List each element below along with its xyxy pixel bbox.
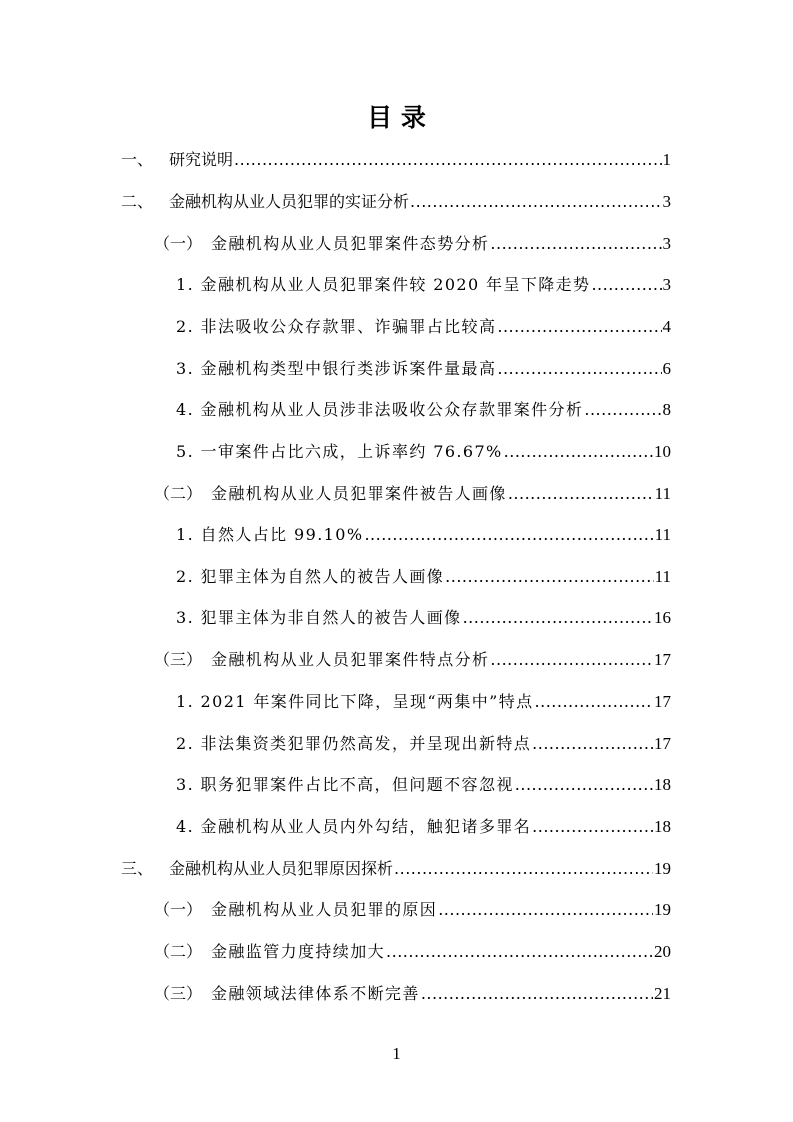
toc-entry-page: 21 xyxy=(654,984,671,1003)
dot-leader xyxy=(410,192,661,211)
toc-entry-level3[interactable] xyxy=(176,814,671,840)
toc-entry-level3[interactable] xyxy=(176,605,671,631)
toc-entry-number: （一） xyxy=(154,234,203,253)
toc-entry-text: 金融监管力度持续加大 xyxy=(211,942,386,961)
dot-leader xyxy=(584,400,661,419)
toc-entry-text: 2. 犯罪主体为自然人的被告人画像 xyxy=(176,567,445,586)
dot-leader xyxy=(445,567,653,586)
toc-entry-page: 3 xyxy=(662,234,671,253)
toc-entry-page: 1 xyxy=(662,150,671,169)
toc-entry-text: 5. 一审案件占比六成，上诉率约 76.67% xyxy=(176,442,503,461)
toc-entry-text: 1. 自然人占比 99.10% xyxy=(176,525,364,544)
dot-leader xyxy=(497,317,661,336)
toc-entry-level3[interactable] xyxy=(176,731,671,757)
dot-leader xyxy=(591,275,661,294)
toc-entry-text: 3. 职务犯罪案件占比不高，但问题不容忽视 xyxy=(176,775,514,794)
toc-entry-text: 金融机构从业人员犯罪案件特点分析 xyxy=(211,650,490,669)
toc-entry-text: 金融机构从业人员犯罪的实证分析 xyxy=(169,192,410,211)
dot-leader xyxy=(234,150,661,169)
toc-entry-text: 1. 2021 年案件同比下降，呈现“两集中”特点 xyxy=(176,692,534,711)
toc-entry-text: 3. 金融机构类型中银行类涉诉案件量最高 xyxy=(176,359,497,378)
toc-entry-page: 18 xyxy=(654,775,671,794)
toc-entry-level3[interactable] xyxy=(176,689,671,715)
toc-entry-text: 金融领域法律体系不断完善 xyxy=(211,984,420,1003)
toc-entry-level3[interactable] xyxy=(176,772,671,798)
toc-entry-level3[interactable] xyxy=(176,356,671,382)
dot-leader xyxy=(497,359,661,378)
toc-entry-text: 3. 犯罪主体为非自然人的被告人画像 xyxy=(176,608,462,627)
toc-entry-number: 二、 xyxy=(121,192,154,211)
dot-leader xyxy=(535,692,653,711)
toc-entry-level3[interactable] xyxy=(176,272,671,298)
toc-entry-page: 17 xyxy=(654,650,671,669)
toc-entry-text: 研究说明 xyxy=(169,150,234,169)
dot-leader xyxy=(386,942,653,961)
dot-leader xyxy=(490,650,653,669)
toc-entry-number: 三、 xyxy=(121,859,154,878)
toc-entry-page: 17 xyxy=(654,692,671,711)
toc-entry-page: 8 xyxy=(662,400,671,419)
toc-entry-level2[interactable] xyxy=(154,231,671,257)
toc-entry-number: （二） xyxy=(154,942,203,961)
toc-entry-level2[interactable] xyxy=(154,939,671,965)
toc-entry-level1[interactable] xyxy=(121,189,671,215)
toc-entry-page: 11 xyxy=(654,567,671,586)
toc-entry-text: 1. 金融机构从业人员犯罪案件较 2020 年呈下降走势 xyxy=(176,275,591,294)
dot-leader xyxy=(438,900,653,919)
toc-entry-level3[interactable] xyxy=(176,397,671,423)
dot-leader xyxy=(532,734,653,753)
dot-leader xyxy=(421,984,653,1003)
dot-leader xyxy=(394,859,653,878)
toc-entry-number: （三） xyxy=(154,650,203,669)
toc-entry-number: 一、 xyxy=(121,150,154,169)
dot-leader xyxy=(515,775,653,794)
toc-entry-text: 金融机构从业人员犯罪的原因 xyxy=(211,900,438,919)
toc-entry-level2[interactable] xyxy=(154,647,671,673)
page-number: 1 xyxy=(392,1044,401,1063)
toc-entry-text: 2. 非法集资类犯罪仍然高发，并呈现出新特点 xyxy=(176,734,532,753)
dot-leader xyxy=(508,484,654,503)
toc-entry-page: 6 xyxy=(662,359,671,378)
page-title: 目 录 xyxy=(367,103,426,132)
toc-entry-page: 20 xyxy=(654,942,671,961)
dot-leader xyxy=(532,817,653,836)
toc-entry-page: 11 xyxy=(654,484,671,503)
toc-entry-text: 4. 金融机构从业人员内外勾结，触犯诸多罪名 xyxy=(176,817,532,836)
toc-entry-page: 19 xyxy=(654,859,671,878)
toc-entry-level2[interactable] xyxy=(154,481,671,507)
toc-entry-page: 10 xyxy=(654,442,671,461)
toc-entry-number: （二） xyxy=(154,484,203,503)
toc-entry-page: 3 xyxy=(662,275,671,294)
toc-entry-text: 4. 金融机构从业人员涉非法吸收公众存款罪案件分析 xyxy=(176,400,584,419)
dot-leader xyxy=(463,608,653,627)
toc-entry-page: 19 xyxy=(654,900,671,919)
toc-entry-page: 18 xyxy=(654,817,671,836)
toc-entry-level3[interactable] xyxy=(176,564,671,590)
toc-entry-text: 金融机构从业人员犯罪原因探析 xyxy=(169,859,394,878)
dot-leader xyxy=(364,525,653,544)
toc-entry-number: （一） xyxy=(154,900,203,919)
toc-entry-page: 17 xyxy=(654,734,671,753)
toc-entry-text: 金融机构从业人员犯罪案件态势分析 xyxy=(211,234,490,253)
toc-entry-level2[interactable] xyxy=(154,897,671,923)
toc-entry-number: （三） xyxy=(154,984,203,1003)
toc-entry-level1[interactable] xyxy=(121,856,671,882)
toc-entry-level1[interactable] xyxy=(121,147,671,173)
toc-entry-text: 金融机构从业人员犯罪案件被告人画像 xyxy=(211,484,507,503)
toc-entry-page: 3 xyxy=(662,192,671,211)
dot-leader xyxy=(490,234,661,253)
toc-entry-page: 11 xyxy=(654,525,671,544)
toc-entry-text: 2. 非法吸收公众存款罪、诈骗罪占比较高 xyxy=(176,317,497,336)
toc-entry-level2[interactable] xyxy=(154,981,671,1007)
toc-entry-page: 16 xyxy=(654,608,671,627)
toc-entry-level3[interactable] xyxy=(176,439,671,465)
dot-leader xyxy=(504,442,653,461)
toc-entry-page: 4 xyxy=(662,317,671,336)
toc-entry-level3[interactable] xyxy=(176,314,671,340)
toc-entry-level3[interactable] xyxy=(176,522,671,548)
